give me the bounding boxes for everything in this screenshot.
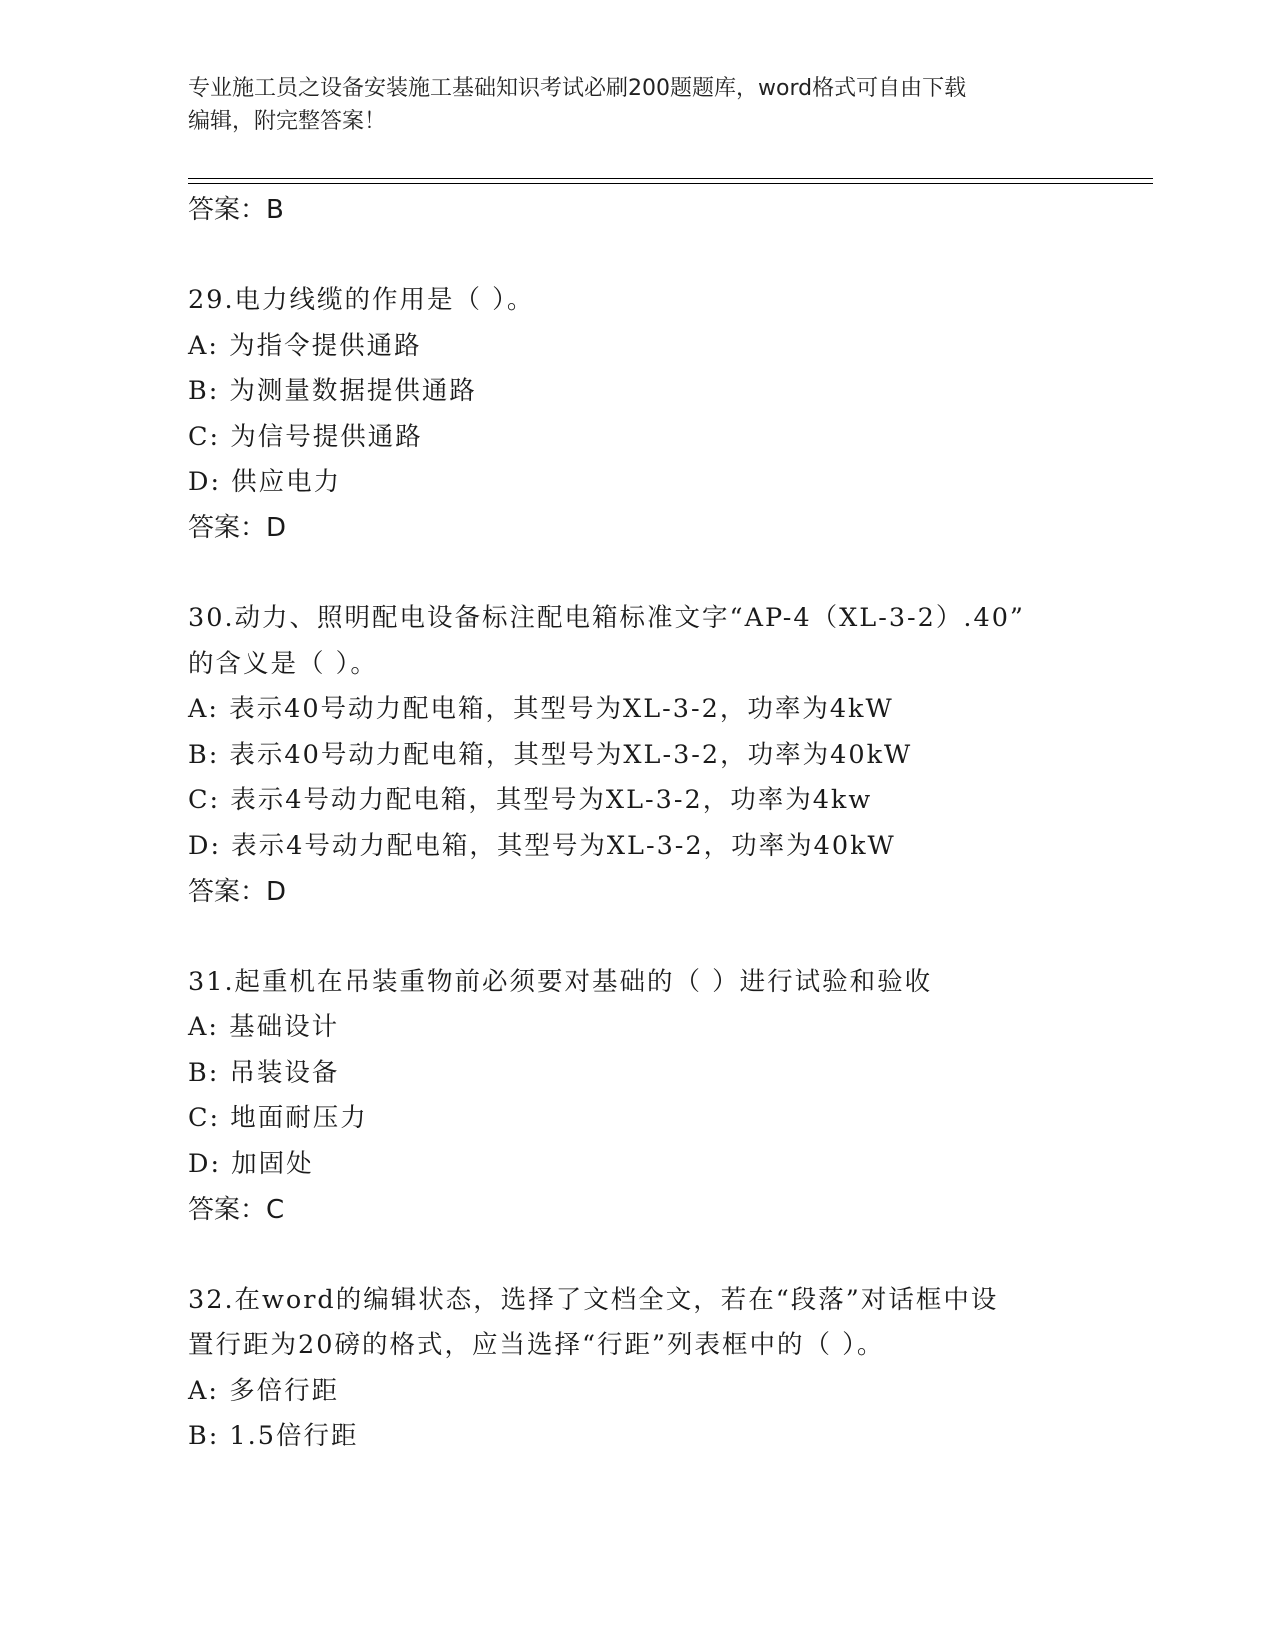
question-stem: 31.起重机在吊装重物前必须要对基础的（ ）进行试验和验收 <box>188 966 933 997</box>
option-b: B: 表示40号动力配电箱，其型号为XL-3-2，功率为40kW <box>188 739 913 770</box>
question-stem: 32.在word的编辑状态，选择了文档全文，若在“段落”对话框中设 <box>188 1284 999 1315</box>
spacer <box>188 1233 1118 1278</box>
answer-line: 答案：D <box>188 512 287 543</box>
document-header <box>188 72 1068 138</box>
spacer <box>188 915 1118 960</box>
answer-line: 答案：D <box>188 876 287 907</box>
option-c: C: 表示4号动力配电箱，其型号为XL-3-2，功率为4kw <box>188 785 873 816</box>
option-a: A: 多倍行距 <box>188 1375 340 1406</box>
question-stem: 29.电力线缆的作用是（ ）。 <box>188 285 535 315</box>
question-stem-continued: 置行距为20磅的格式，应当选择“行距”列表框中的（ ）。 <box>188 1330 885 1361</box>
option-d: D: 供应电力 <box>188 467 342 498</box>
option-a: A: 基础设计 <box>188 1012 340 1043</box>
header-line-1: 专业施工员之设备安装施工基础知识考试必刷200题题库，word格式可自由下载 <box>188 76 967 101</box>
option-d: D: 表示4号动力配电箱，其型号为XL-3-2，功率为40kW <box>188 830 896 861</box>
header-divider-bottom <box>188 183 1153 184</box>
option-b: B: 为测量数据提供通路 <box>188 376 477 407</box>
option-b: B: 1.5倍行距 <box>188 1421 359 1452</box>
answer-line: 答案：B <box>188 195 284 225</box>
question-stem: 30.动力、照明配电设备标注配电箱标准文字“AP-4（XL-3-2）.40” <box>188 602 1025 633</box>
question-block <box>188 596 1118 915</box>
header-divider-top <box>188 178 1153 179</box>
option-a: A: 表示40号动力配电箱，其型号为XL-3-2，功率为4kW <box>188 694 894 725</box>
question-block <box>188 1278 1118 1460</box>
option-a: A: 为指令提供通路 <box>188 330 422 361</box>
header-line-2: 编辑，附完整答案！ <box>188 109 387 134</box>
spacer <box>188 233 1118 278</box>
answer-line: 答案：C <box>188 1194 285 1225</box>
question-stem-continued: 的含义是（ ）。 <box>188 648 378 679</box>
question-block <box>188 278 1118 551</box>
option-c: C: 地面耐压力 <box>188 1103 368 1134</box>
spacer <box>188 551 1118 596</box>
document-body <box>188 188 1118 1460</box>
option-d: D: 加固处 <box>188 1148 314 1179</box>
option-b: B: 吊装设备 <box>188 1057 340 1088</box>
option-c: C: 为信号提供通路 <box>188 421 423 452</box>
question-block <box>188 960 1118 1233</box>
